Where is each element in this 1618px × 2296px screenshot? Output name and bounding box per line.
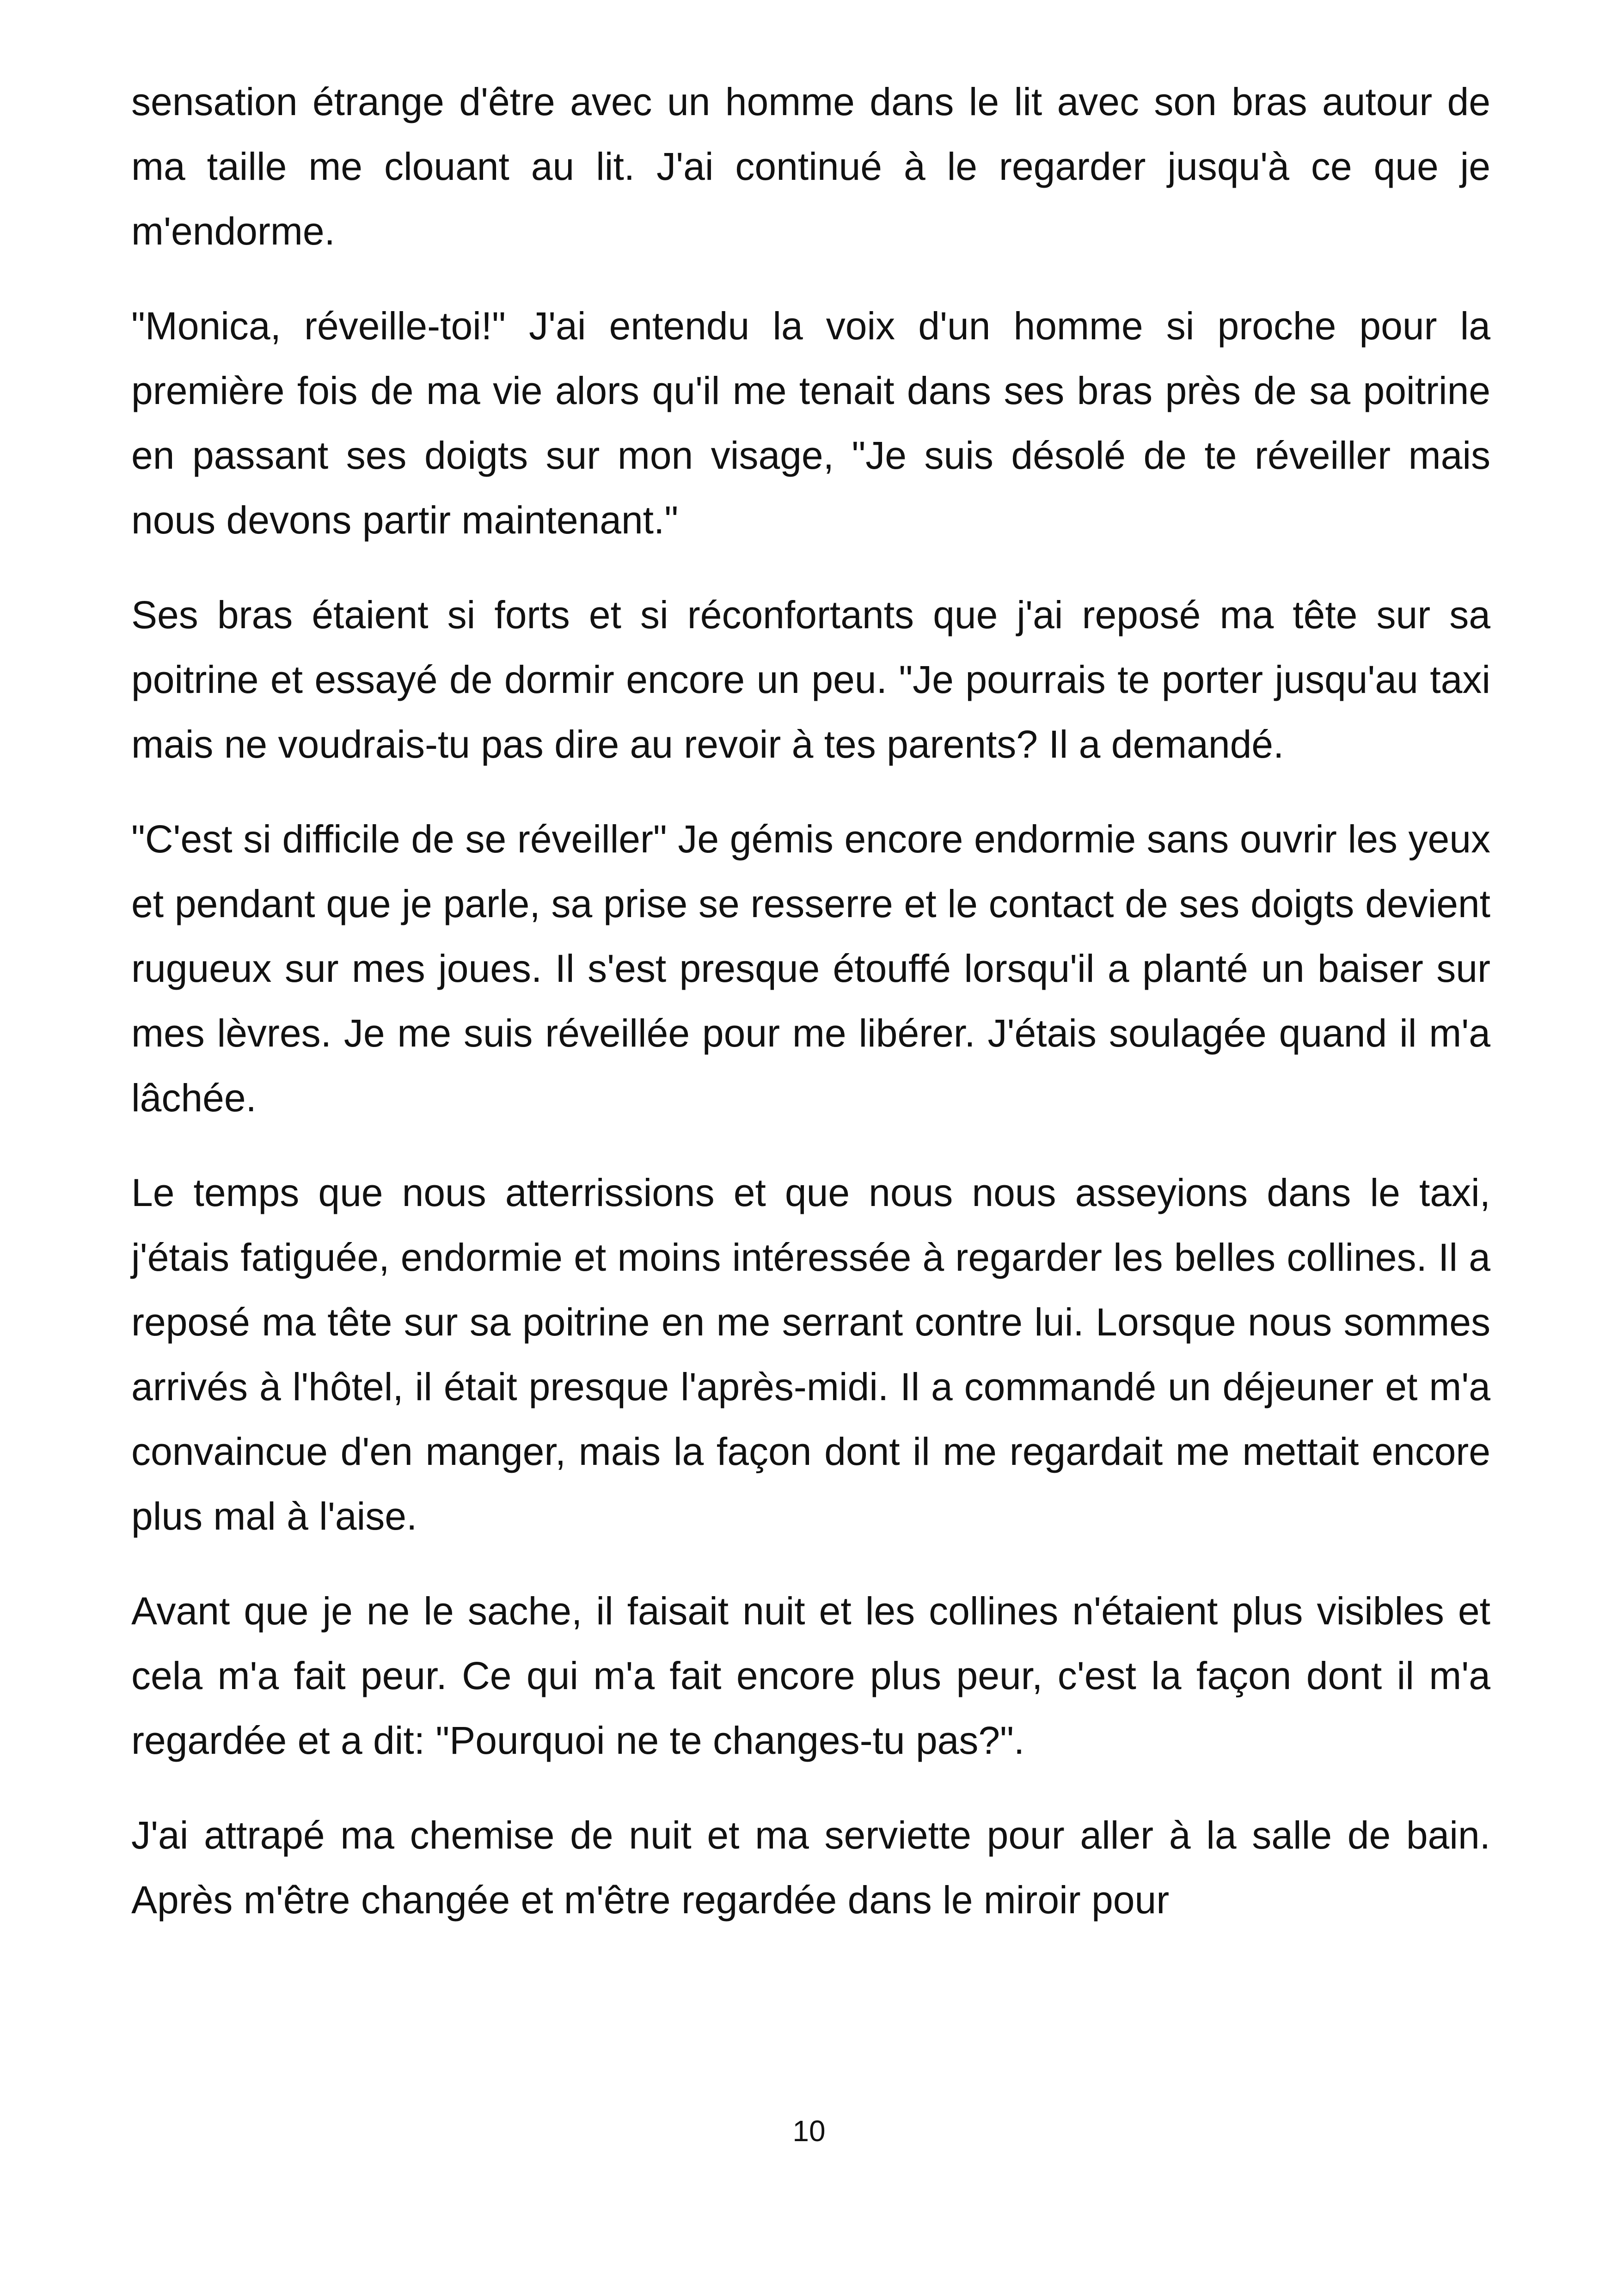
paragraph-6: Avant que je ne le sache, il faisait nuit et les collines n'étaient plus visibles et cela m'a fait peur. Ce qui m'a fait encore plus peur, c'est la façon dont il m'a regardée et a dit: "Pourquoi ne te changes-tu pas?". [131,1589,1490,1762]
body-text [131,69,1490,1962]
paragraph-5: Le temps que nous atterrissions et que nous nous asseyions dans le taxi, j'étais fatiguée, endormie et moins intéressée à regarder les belles collines. Il a reposé ma tête sur sa poitrine en me serrant contre lui. Lorsque nous sommes arrivés à l'hôtel, il était presque l'après-midi. Il a commandé un déjeuner et m'a convaincue d'en manger, mais la façon dont il me regardait me mettait encore plus mal à l'aise. [131,1171,1490,1538]
paragraph-1: sensation étrange d'être avec un homme dans le lit avec son bras autour de ma taille me clouant au lit. J'ai continué à le regarder jusqu'à ce que je m'endorme. [131,80,1490,253]
paragraph-4: "C'est si difficile de se réveiller" Je gémis encore endormie sans ouvrir les yeux et pendant que je parle, sa prise se resserre et le contact de ses doigts devient rugueux sur mes joues. Il s'est presque étouffé lorsqu'il a planté un baiser sur mes lèvres. Je me suis réveillée pour me libérer. J'étais soulagée quand il m'a lâchée. [131,817,1490,1120]
page-number: 10 [792,2114,826,2148]
paragraph-7: J'ai attrapé ma chemise de nuit et ma serviette pour aller à la salle de bain. Après m'être changée et m'être regardée dans le miroir pour [131,1813,1490,1922]
paragraph-3: Ses bras étaient si forts et si réconfortants que j'ai reposé ma tête sur sa poitrine et essayé de dormir encore un peu. "Je pourrais te porter jusqu'au taxi mais ne voudrais-tu pas dire au revoir à tes parents? Il a demandé. [131,593,1490,766]
paragraph-2: "Monica, réveille-toi!" J'ai entendu la voix d'un homme si proche pour la première fois de ma vie alors qu'il me tenait dans ses bras près de sa poitrine en passant ses doigts sur mon visage, "Je suis désolé de te réveiller mais nous devons partir maintenant." [131,304,1490,542]
